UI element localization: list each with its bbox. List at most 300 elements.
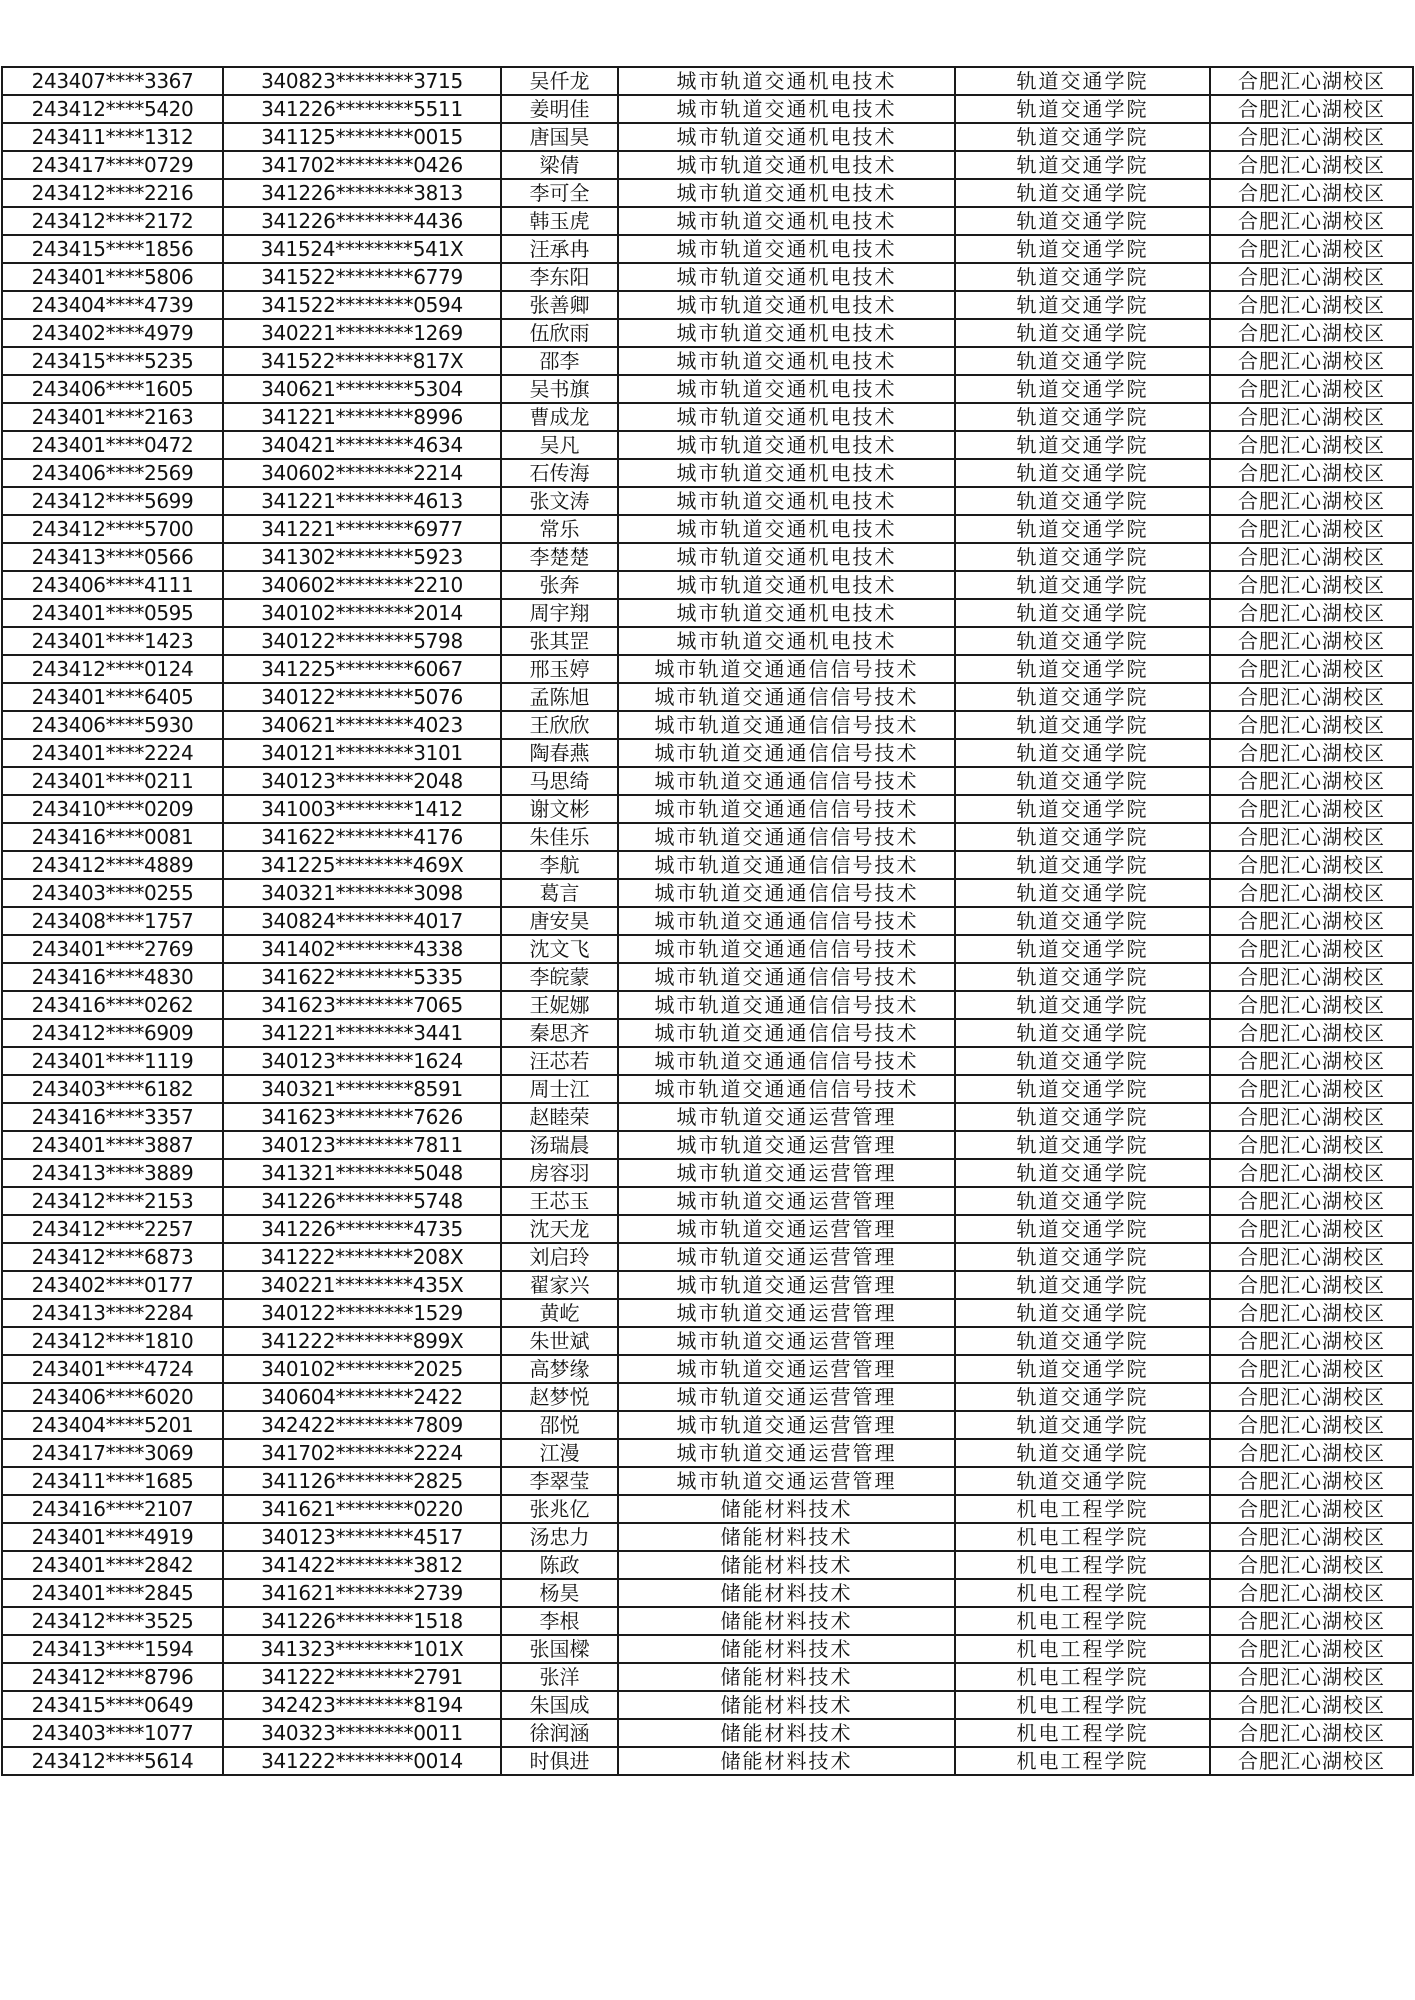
registration-number-cell: 243408****1757	[2, 907, 223, 935]
table-row	[2, 375, 1413, 403]
student-name-cell: 陶春燕	[501, 739, 618, 767]
college-cell: 轨道交通学院	[955, 207, 1210, 235]
college-cell: 机电工程学院	[955, 1747, 1210, 1775]
major-cell: 城市轨道交通机电技术	[618, 431, 955, 459]
college-cell: 轨道交通学院	[955, 1243, 1210, 1271]
campus-cell: 合肥汇心湖校区	[1210, 1159, 1413, 1187]
campus-cell: 合肥汇心湖校区	[1210, 1635, 1413, 1663]
id-number-cell: 341302********5923	[223, 543, 501, 571]
registration-number-cell: 243412****3525	[2, 1607, 223, 1635]
campus-cell: 合肥汇心湖校区	[1210, 515, 1413, 543]
student-name-cell: 石传海	[501, 459, 618, 487]
registration-number-cell: 243404****5201	[2, 1411, 223, 1439]
registration-number-cell: 243412****1810	[2, 1327, 223, 1355]
college-cell: 机电工程学院	[955, 1523, 1210, 1551]
major-cell: 城市轨道交通通信信号技术	[618, 1075, 955, 1103]
id-number-cell: 341222********0014	[223, 1747, 501, 1775]
table-row	[2, 571, 1413, 599]
id-number-cell: 341226********1518	[223, 1607, 501, 1635]
major-cell: 城市轨道交通机电技术	[618, 543, 955, 571]
student-name-cell: 张奔	[501, 571, 618, 599]
id-number-cell: 341623********7065	[223, 991, 501, 1019]
registration-number-cell: 243412****4889	[2, 851, 223, 879]
major-cell: 城市轨道交通机电技术	[618, 347, 955, 375]
student-name-cell: 王芯玉	[501, 1187, 618, 1215]
major-cell: 储能材料技术	[618, 1551, 955, 1579]
id-number-cell: 341226********5511	[223, 95, 501, 123]
campus-cell: 合肥汇心湖校区	[1210, 1327, 1413, 1355]
campus-cell: 合肥汇心湖校区	[1210, 1215, 1413, 1243]
student-name-cell: 邢玉婷	[501, 655, 618, 683]
major-cell: 城市轨道交通通信信号技术	[618, 1047, 955, 1075]
table-row	[2, 207, 1413, 235]
college-cell: 轨道交通学院	[955, 431, 1210, 459]
id-number-cell: 341226********4735	[223, 1215, 501, 1243]
registration-number-cell: 243413****3889	[2, 1159, 223, 1187]
table-row	[2, 1383, 1413, 1411]
table-row	[2, 1355, 1413, 1383]
major-cell: 城市轨道交通运营管理	[618, 1187, 955, 1215]
major-cell: 城市轨道交通机电技术	[618, 627, 955, 655]
college-cell: 机电工程学院	[955, 1607, 1210, 1635]
table-row	[2, 851, 1413, 879]
campus-cell: 合肥汇心湖校区	[1210, 795, 1413, 823]
major-cell: 城市轨道交通通信信号技术	[618, 823, 955, 851]
campus-cell: 合肥汇心湖校区	[1210, 935, 1413, 963]
major-cell: 城市轨道交通机电技术	[618, 151, 955, 179]
registration-number-cell: 243412****6909	[2, 1019, 223, 1047]
student-name-cell: 沈文飞	[501, 935, 618, 963]
campus-cell: 合肥汇心湖校区	[1210, 767, 1413, 795]
student-name-cell: 李皖蒙	[501, 963, 618, 991]
student-name-cell: 房容羽	[501, 1159, 618, 1187]
table-row	[2, 1607, 1413, 1635]
table-row	[2, 1691, 1413, 1719]
campus-cell: 合肥汇心湖校区	[1210, 1439, 1413, 1467]
registration-number-cell: 243411****1312	[2, 123, 223, 151]
table-row	[2, 263, 1413, 291]
major-cell: 城市轨道交通通信信号技术	[618, 907, 955, 935]
id-number-cell: 340102********2014	[223, 599, 501, 627]
registration-number-cell: 243404****4739	[2, 291, 223, 319]
registration-number-cell: 243417****0729	[2, 151, 223, 179]
id-number-cell: 340121********3101	[223, 739, 501, 767]
table-body	[2, 67, 1413, 1775]
campus-cell: 合肥汇心湖校区	[1210, 1243, 1413, 1271]
major-cell: 城市轨道交通通信信号技术	[618, 711, 955, 739]
id-number-cell: 340621********4023	[223, 711, 501, 739]
table-row	[2, 459, 1413, 487]
major-cell: 储能材料技术	[618, 1663, 955, 1691]
student-name-cell: 曹成龙	[501, 403, 618, 431]
college-cell: 轨道交通学院	[955, 851, 1210, 879]
major-cell: 城市轨道交通运营管理	[618, 1243, 955, 1271]
table-row	[2, 1271, 1413, 1299]
table-row	[2, 403, 1413, 431]
registration-number-cell: 243407****3367	[2, 67, 223, 95]
student-name-cell: 伍欣雨	[501, 319, 618, 347]
table-row	[2, 1215, 1413, 1243]
campus-cell: 合肥汇心湖校区	[1210, 1467, 1413, 1495]
id-number-cell: 341226********3813	[223, 179, 501, 207]
table-row	[2, 235, 1413, 263]
campus-cell: 合肥汇心湖校区	[1210, 1747, 1413, 1775]
student-name-cell: 唐国昊	[501, 123, 618, 151]
campus-cell: 合肥汇心湖校区	[1210, 459, 1413, 487]
major-cell: 城市轨道交通通信信号技术	[618, 795, 955, 823]
student-name-cell: 王欣欣	[501, 711, 618, 739]
campus-cell: 合肥汇心湖校区	[1210, 67, 1413, 95]
table-row	[2, 1635, 1413, 1663]
campus-cell: 合肥汇心湖校区	[1210, 1047, 1413, 1075]
registration-number-cell: 243401****0472	[2, 431, 223, 459]
table-row	[2, 319, 1413, 347]
major-cell: 城市轨道交通运营管理	[618, 1271, 955, 1299]
campus-cell: 合肥汇心湖校区	[1210, 571, 1413, 599]
college-cell: 机电工程学院	[955, 1551, 1210, 1579]
id-number-cell: 341221********4613	[223, 487, 501, 515]
student-name-cell: 邵李	[501, 347, 618, 375]
college-cell: 轨道交通学院	[955, 1271, 1210, 1299]
college-cell: 轨道交通学院	[955, 1103, 1210, 1131]
campus-cell: 合肥汇心湖校区	[1210, 711, 1413, 739]
campus-cell: 合肥汇心湖校区	[1210, 1495, 1413, 1523]
college-cell: 轨道交通学院	[955, 935, 1210, 963]
student-name-cell: 王妮娜	[501, 991, 618, 1019]
id-number-cell: 340321********8591	[223, 1075, 501, 1103]
id-number-cell: 342422********7809	[223, 1411, 501, 1439]
student-name-cell: 汪承冉	[501, 235, 618, 263]
student-name-cell: 周士江	[501, 1075, 618, 1103]
major-cell: 城市轨道交通运营管理	[618, 1159, 955, 1187]
major-cell: 城市轨道交通运营管理	[618, 1411, 955, 1439]
student-name-cell: 高梦缘	[501, 1355, 618, 1383]
registration-number-cell: 243413****2284	[2, 1299, 223, 1327]
campus-cell: 合肥汇心湖校区	[1210, 599, 1413, 627]
campus-cell: 合肥汇心湖校区	[1210, 823, 1413, 851]
student-name-cell: 黄屹	[501, 1299, 618, 1327]
campus-cell: 合肥汇心湖校区	[1210, 291, 1413, 319]
table-row	[2, 1187, 1413, 1215]
college-cell: 机电工程学院	[955, 1579, 1210, 1607]
campus-cell: 合肥汇心湖校区	[1210, 963, 1413, 991]
table-row	[2, 1103, 1413, 1131]
campus-cell: 合肥汇心湖校区	[1210, 403, 1413, 431]
major-cell: 储能材料技术	[618, 1635, 955, 1663]
major-cell: 城市轨道交通机电技术	[618, 403, 955, 431]
campus-cell: 合肥汇心湖校区	[1210, 1663, 1413, 1691]
major-cell: 储能材料技术	[618, 1607, 955, 1635]
major-cell: 城市轨道交通机电技术	[618, 67, 955, 95]
table-row	[2, 823, 1413, 851]
registration-number-cell: 243401****4724	[2, 1355, 223, 1383]
student-name-cell: 张文涛	[501, 487, 618, 515]
major-cell: 城市轨道交通通信信号技术	[618, 963, 955, 991]
registration-number-cell: 243412****0124	[2, 655, 223, 683]
id-number-cell: 341222********2791	[223, 1663, 501, 1691]
campus-cell: 合肥汇心湖校区	[1210, 179, 1413, 207]
id-number-cell: 341126********2825	[223, 1467, 501, 1495]
student-name-cell: 吴书旗	[501, 375, 618, 403]
student-name-cell: 时俱进	[501, 1747, 618, 1775]
registration-number-cell: 243410****0209	[2, 795, 223, 823]
registration-number-cell: 243412****6873	[2, 1243, 223, 1271]
registration-number-cell: 243412****8796	[2, 1663, 223, 1691]
student-name-cell: 唐安昊	[501, 907, 618, 935]
campus-cell: 合肥汇心湖校区	[1210, 683, 1413, 711]
student-name-cell: 赵睦荣	[501, 1103, 618, 1131]
registration-number-cell: 243412****5699	[2, 487, 223, 515]
table-row	[2, 711, 1413, 739]
table-row	[2, 347, 1413, 375]
student-name-cell: 孟陈旭	[501, 683, 618, 711]
table-row	[2, 963, 1413, 991]
college-cell: 轨道交通学院	[955, 1439, 1210, 1467]
campus-cell: 合肥汇心湖校区	[1210, 95, 1413, 123]
registration-number-cell: 243412****2257	[2, 1215, 223, 1243]
college-cell: 轨道交通学院	[955, 627, 1210, 655]
student-name-cell: 李可全	[501, 179, 618, 207]
student-name-cell: 刘启玲	[501, 1243, 618, 1271]
major-cell: 城市轨道交通通信信号技术	[618, 739, 955, 767]
major-cell: 城市轨道交通机电技术	[618, 207, 955, 235]
registration-number-cell: 243412****5700	[2, 515, 223, 543]
campus-cell: 合肥汇心湖校区	[1210, 879, 1413, 907]
major-cell: 储能材料技术	[618, 1579, 955, 1607]
table-row	[2, 67, 1413, 95]
registration-number-cell: 243416****3357	[2, 1103, 223, 1131]
major-cell: 储能材料技术	[618, 1747, 955, 1775]
student-name-cell: 汤忠力	[501, 1523, 618, 1551]
student-name-cell: 陈政	[501, 1551, 618, 1579]
student-name-cell: 李根	[501, 1607, 618, 1635]
student-name-cell: 张兆亿	[501, 1495, 618, 1523]
campus-cell: 合肥汇心湖校区	[1210, 1579, 1413, 1607]
major-cell: 城市轨道交通通信信号技术	[618, 851, 955, 879]
student-name-cell: 马思绮	[501, 767, 618, 795]
id-number-cell: 340122********1529	[223, 1299, 501, 1327]
campus-cell: 合肥汇心湖校区	[1210, 627, 1413, 655]
campus-cell: 合肥汇心湖校区	[1210, 123, 1413, 151]
id-number-cell: 341622********4176	[223, 823, 501, 851]
campus-cell: 合肥汇心湖校区	[1210, 263, 1413, 291]
student-name-cell: 朱佳乐	[501, 823, 618, 851]
major-cell: 城市轨道交通运营管理	[618, 1327, 955, 1355]
id-number-cell: 341402********4338	[223, 935, 501, 963]
table-row	[2, 1047, 1413, 1075]
college-cell: 轨道交通学院	[955, 739, 1210, 767]
college-cell: 轨道交通学院	[955, 235, 1210, 263]
table-row	[2, 1411, 1413, 1439]
registration-number-cell: 243401****2163	[2, 403, 223, 431]
table-row	[2, 431, 1413, 459]
campus-cell: 合肥汇心湖校区	[1210, 1523, 1413, 1551]
campus-cell: 合肥汇心湖校区	[1210, 1355, 1413, 1383]
id-number-cell: 341522********6779	[223, 263, 501, 291]
major-cell: 储能材料技术	[618, 1495, 955, 1523]
student-name-cell: 李翠莹	[501, 1467, 618, 1495]
id-number-cell: 342423********8194	[223, 1691, 501, 1719]
student-name-cell: 汤瑞晨	[501, 1131, 618, 1159]
major-cell: 城市轨道交通运营管理	[618, 1299, 955, 1327]
college-cell: 轨道交通学院	[955, 1187, 1210, 1215]
registration-number-cell: 243401****4919	[2, 1523, 223, 1551]
campus-cell: 合肥汇心湖校区	[1210, 739, 1413, 767]
table-row	[2, 1523, 1413, 1551]
registration-number-cell: 243403****0255	[2, 879, 223, 907]
id-number-cell: 340421********4634	[223, 431, 501, 459]
table-row	[2, 1159, 1413, 1187]
table-row	[2, 879, 1413, 907]
registration-number-cell: 243401****5806	[2, 263, 223, 291]
major-cell: 城市轨道交通机电技术	[618, 95, 955, 123]
major-cell: 城市轨道交通运营管理	[618, 1439, 955, 1467]
id-number-cell: 341702********0426	[223, 151, 501, 179]
major-cell: 储能材料技术	[618, 1691, 955, 1719]
registration-number-cell: 243416****0081	[2, 823, 223, 851]
major-cell: 城市轨道交通运营管理	[618, 1215, 955, 1243]
registration-number-cell: 243401****2224	[2, 739, 223, 767]
id-number-cell: 341621********0220	[223, 1495, 501, 1523]
id-number-cell: 340123********7811	[223, 1131, 501, 1159]
student-name-cell: 江漫	[501, 1439, 618, 1467]
campus-cell: 合肥汇心湖校区	[1210, 655, 1413, 683]
registration-number-cell: 243406****2569	[2, 459, 223, 487]
campus-cell: 合肥汇心湖校区	[1210, 1551, 1413, 1579]
id-number-cell: 341222********899X	[223, 1327, 501, 1355]
college-cell: 轨道交通学院	[955, 543, 1210, 571]
major-cell: 城市轨道交通通信信号技术	[618, 1019, 955, 1047]
id-number-cell: 340123********1624	[223, 1047, 501, 1075]
table-row	[2, 151, 1413, 179]
registration-number-cell: 243415****1856	[2, 235, 223, 263]
major-cell: 城市轨道交通机电技术	[618, 571, 955, 599]
id-number-cell: 340102********2025	[223, 1355, 501, 1383]
student-name-cell: 常乐	[501, 515, 618, 543]
id-number-cell: 341323********101X	[223, 1635, 501, 1663]
admission-list-table	[1, 66, 1414, 1776]
registration-number-cell: 243417****3069	[2, 1439, 223, 1467]
id-number-cell: 340122********5076	[223, 683, 501, 711]
table-row	[2, 1579, 1413, 1607]
id-number-cell: 340824********4017	[223, 907, 501, 935]
college-cell: 轨道交通学院	[955, 487, 1210, 515]
id-number-cell: 341225********6067	[223, 655, 501, 683]
table-row	[2, 1495, 1413, 1523]
college-cell: 机电工程学院	[955, 1663, 1210, 1691]
student-name-cell: 张其罡	[501, 627, 618, 655]
id-number-cell: 340604********2422	[223, 1383, 501, 1411]
table-row	[2, 543, 1413, 571]
id-number-cell: 341522********817X	[223, 347, 501, 375]
registration-number-cell: 243412****5420	[2, 95, 223, 123]
id-number-cell: 341226********5748	[223, 1187, 501, 1215]
id-number-cell: 340321********3098	[223, 879, 501, 907]
table-row	[2, 1243, 1413, 1271]
id-number-cell: 341623********7626	[223, 1103, 501, 1131]
college-cell: 轨道交通学院	[955, 319, 1210, 347]
college-cell: 轨道交通学院	[955, 823, 1210, 851]
campus-cell: 合肥汇心湖校区	[1210, 1019, 1413, 1047]
campus-cell: 合肥汇心湖校区	[1210, 375, 1413, 403]
major-cell: 城市轨道交通通信信号技术	[618, 879, 955, 907]
student-name-cell: 翟家兴	[501, 1271, 618, 1299]
student-name-cell: 葛言	[501, 879, 618, 907]
college-cell: 机电工程学院	[955, 1719, 1210, 1747]
registration-number-cell: 243416****4830	[2, 963, 223, 991]
id-number-cell: 341622********5335	[223, 963, 501, 991]
major-cell: 城市轨道交通通信信号技术	[618, 655, 955, 683]
table-row	[2, 935, 1413, 963]
campus-cell: 合肥汇心湖校区	[1210, 1187, 1413, 1215]
college-cell: 轨道交通学院	[955, 963, 1210, 991]
campus-cell: 合肥汇心湖校区	[1210, 235, 1413, 263]
id-number-cell: 341524********541X	[223, 235, 501, 263]
college-cell: 机电工程学院	[955, 1495, 1210, 1523]
registration-number-cell: 243401****0595	[2, 599, 223, 627]
id-number-cell: 340602********2214	[223, 459, 501, 487]
major-cell: 城市轨道交通机电技术	[618, 599, 955, 627]
college-cell: 轨道交通学院	[955, 879, 1210, 907]
id-number-cell: 341125********0015	[223, 123, 501, 151]
table-row	[2, 627, 1413, 655]
campus-cell: 合肥汇心湖校区	[1210, 151, 1413, 179]
major-cell: 城市轨道交通通信信号技术	[618, 935, 955, 963]
college-cell: 轨道交通学院	[955, 1327, 1210, 1355]
registration-number-cell: 243411****1685	[2, 1467, 223, 1495]
college-cell: 轨道交通学院	[955, 767, 1210, 795]
table-row	[2, 739, 1413, 767]
registration-number-cell: 243412****2216	[2, 179, 223, 207]
id-number-cell: 340621********5304	[223, 375, 501, 403]
college-cell: 轨道交通学院	[955, 1215, 1210, 1243]
college-cell: 轨道交通学院	[955, 459, 1210, 487]
id-number-cell: 341221********8996	[223, 403, 501, 431]
table-row	[2, 1467, 1413, 1495]
table-row	[2, 1327, 1413, 1355]
student-name-cell: 朱世斌	[501, 1327, 618, 1355]
major-cell: 城市轨道交通机电技术	[618, 291, 955, 319]
campus-cell: 合肥汇心湖校区	[1210, 1719, 1413, 1747]
campus-cell: 合肥汇心湖校区	[1210, 1299, 1413, 1327]
id-number-cell: 341222********208X	[223, 1243, 501, 1271]
major-cell: 城市轨道交通机电技术	[618, 375, 955, 403]
campus-cell: 合肥汇心湖校区	[1210, 1131, 1413, 1159]
table-row	[2, 179, 1413, 207]
major-cell: 城市轨道交通运营管理	[618, 1103, 955, 1131]
id-number-cell: 341226********4436	[223, 207, 501, 235]
campus-cell: 合肥汇心湖校区	[1210, 1271, 1413, 1299]
college-cell: 轨道交通学院	[955, 795, 1210, 823]
campus-cell: 合肥汇心湖校区	[1210, 1383, 1413, 1411]
college-cell: 轨道交通学院	[955, 1159, 1210, 1187]
college-cell: 轨道交通学院	[955, 515, 1210, 543]
registration-number-cell: 243416****2107	[2, 1495, 223, 1523]
major-cell: 城市轨道交通机电技术	[618, 235, 955, 263]
table-row	[2, 1747, 1413, 1775]
table-row	[2, 95, 1413, 123]
major-cell: 城市轨道交通机电技术	[618, 459, 955, 487]
registration-number-cell: 243413****0566	[2, 543, 223, 571]
registration-number-cell: 243413****1594	[2, 1635, 223, 1663]
college-cell: 轨道交通学院	[955, 1131, 1210, 1159]
campus-cell: 合肥汇心湖校区	[1210, 207, 1413, 235]
student-name-cell: 梁倩	[501, 151, 618, 179]
id-number-cell: 341321********5048	[223, 1159, 501, 1187]
college-cell: 轨道交通学院	[955, 123, 1210, 151]
major-cell: 储能材料技术	[618, 1719, 955, 1747]
registration-number-cell: 243401****3887	[2, 1131, 223, 1159]
